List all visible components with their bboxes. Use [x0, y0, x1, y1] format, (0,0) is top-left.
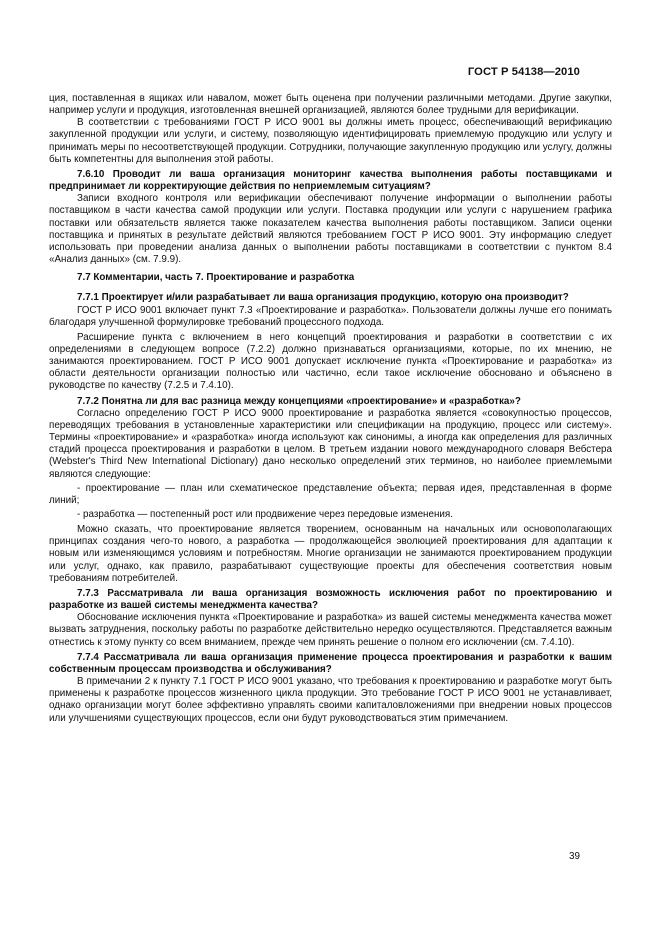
paragraph: В соответствии с требованиями ГОСТ Р ИСО 9001 вы должны иметь процесс, обеспечивающий верификацию закупленной продукции или услуги, и систему, позволяющую идентифицировать приемлемую продукцию или услугу и принимать меры по несоответствующей продукции. Сотрудники, получающие закупленную продукцию или услугу, должны быть компетентны для выполнения этой работы.	[49, 117, 612, 165]
list-item: - разработка — постепенный рост или продвижение через передовые изменения.	[77, 509, 453, 520]
list-item: - проектирование — план или схематическое представление объекта; первая идея, представленная в форме линий;	[49, 482, 612, 506]
document-body	[49, 93, 612, 725]
question-7-7-2: 7.7.2 Понятна ли для вас разница между концепциями «проектирование» и «разработка»?	[77, 395, 521, 407]
paragraph-continuation: ция, поставленная в ящиках или навалом, может быть оценена при получении различными методами. Другие закупки, например услуги и продукция, изготовленная внешней организацией, являются более трудными для верификации.	[49, 93, 612, 117]
question-7-7-4: 7.7.4 Рассматривала ли ваша организация применение процесса проектирования и разработки к вашим собственным процессам производства и обслуживания?	[49, 651, 612, 675]
paragraph: В примечании 2 к пункту 7.1 ГОСТ Р ИСО 9001 указано, что требования к проектированию и разработке могут быть применены к разработке процессов жизненного цикла продукции. Это требование ГОСТ Р ИСО 9001 не устанавливает, однако организации могут более эффективно управлять своими капиталовложениями при внедрении новых процессов или улучшениями существующих процессов, если они будут руководствоваться этим примечанием.	[49, 676, 612, 724]
section-heading-7-7: 7.7 Комментарии, часть 7. Проектирование и разработка	[77, 272, 355, 284]
page-number: 39	[569, 851, 580, 862]
paragraph: ГОСТ Р ИСО 9001 включает пункт 7.3 «Проектирование и разработка». Пользователи должны лучше его понимать благодаря улучшенной формулировке требований процессного подхода.	[49, 304, 612, 328]
paragraph: Обоснование исключения пункта «Проектирование и разработка» из вашей системы менеджмента качества может вызвать затруднения, поскольку работы по разработке действительно нередко осуществляются. Представляется важным отнестись к этому пункту со всем вниманием, прежде чем принять решение о полном его исключении (см. 7.4.10).	[49, 612, 612, 648]
paragraph: Расширение пункта с включением в него концепций проектирования и разработки в соответствии с их определениями в следующем вопросе (7.2.2) должно признаваться организациями, которые, по их мнению, не занимаются проектированием. ГОСТ Р ИСО 9001 допускает исключение пункта «Проектирование и разработка» из области деятельности организации полностью или частично, если такое исключение обосновано и объяснено в руководстве по качеству (7.2.5 и 7.4.10).	[49, 331, 612, 392]
question-7-7-1: 7.7.1 Проектирует и/или разрабатывает ли ваша организация продукцию, которую она производит?	[77, 292, 569, 304]
question-7-7-3: 7.7.3 Рассматривала ли ваша организация возможность исключения работ по проектированию и разработке из вашей системы менеджмента качества?	[49, 587, 612, 612]
question-7-6-10: 7.6.10 Проводит ли ваша организация мониторинг качества выполнения работы поставщиками и предпринимает ли корректирующие действия по неприемлемым ситуациям?	[49, 168, 612, 193]
paragraph: Можно сказать, что проектирование является творением, основанным на начальных или основополагающих принципах создания чего-то нового, а разработка — продолжающейся эволюцией проектирования для адаптации к новым или изменяющимся условиям и потребностям. Многие организации не занимаются проектированием продукции или услуг, однако, как правило, разрабатывают существующие проекты для обеспечения соответствия новым требованиям потребителей.	[49, 524, 612, 584]
paragraph: Записи входного контроля или верификации обеспечивают получение информации о выполнении работы поставщиком в части качества самой продукции или услуги. Поставка продукции или услуги с нарушением графика поставки или обязательств является также показателем качества выполнения работы поставщиком. Записи оценки поставщика и принятых в результате действий являются требованием ГОСТ Р ИСО 9001. Эту информацию следует использовать при проведении анализа данных о выполнении работы поставщиками в соответствии с пунктом 8.4 «Анализ данных» (см. 7.9.9).	[49, 193, 612, 266]
document-header: ГОСТ Р 54138—2010	[467, 66, 580, 78]
paragraph: Согласно определению ГОСТ Р ИСО 9000 проектирование и разработка является «совокупностью процессов, переводящих требования в установленные характеристики или спецификации на продукцию, процесс или систему». Термины «проектирование» и «разработка» иногда используют как синонимы, а иногда как определения для различных стадий процесса проектирования и разработки в целом. В третьем издании нового международного словаря Вебстера (Webster's Third New International Dictionary) дано несколько определений этих терминов, но наиболее приемлемыми являются следующие:	[49, 407, 612, 480]
